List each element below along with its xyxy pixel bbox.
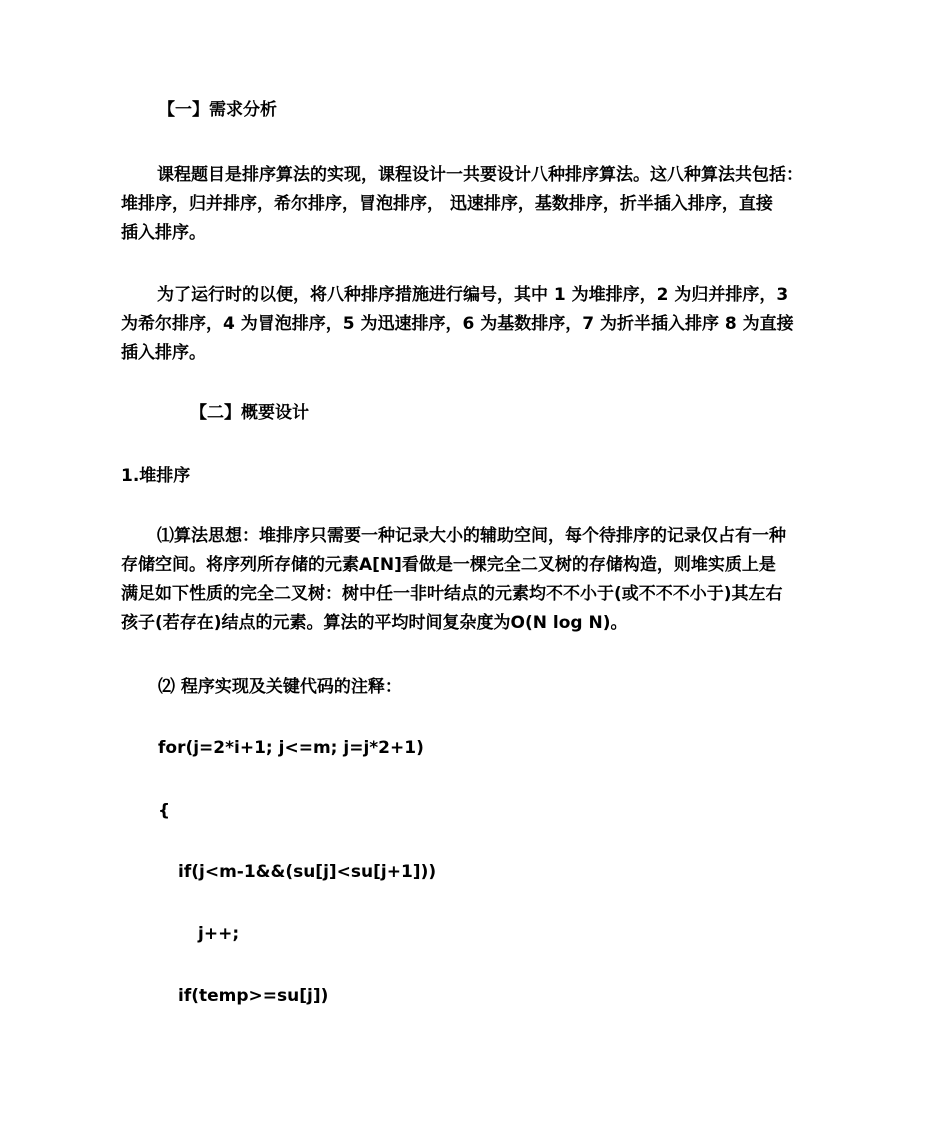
code-line: { <box>158 801 171 821</box>
text-line: 插入排序。 <box>121 223 206 243</box>
paragraph-course-intro <box>121 161 833 248</box>
paragraph-numbering <box>121 281 833 368</box>
text-line: 插入排序。 <box>121 343 206 363</box>
text-line: ⑴算法思想：堆排序只需要一种记录大小的辅助空间，每个待排序的记录仅占有一种 <box>157 526 786 546</box>
text-line: 为希尔排序，4 为冒泡排序，5 为迅速排序，6 为基数排序，7 为折半插入排序 8 为直接 <box>121 314 794 334</box>
text-line: 满足如下性质的完全二叉树：树中任一非叶结点的元素均不不小于(或不不不小于)其左右 <box>121 584 783 604</box>
text-line: 课程题目是排序算法的实现，课程设计一共要设计八种排序算法。这八种算法共包括： <box>157 165 803 185</box>
text-line: 为了运行时的以便，将八种排序措施进行编号，其中 1 为堆排序，2 为归并排序，3 <box>157 285 789 305</box>
text-line: 堆排序，归并排序，希尔排序，冒泡排序， 迅速排序，基数排序，折半插入排序，直接 <box>121 194 773 214</box>
paragraph-algorithm-idea <box>121 522 833 638</box>
text-line: 存储空间。将序列所存储的元素A[N]看做是一棵完全二叉树的存储构造，则堆实质上是 <box>121 555 776 575</box>
item-implementation-heading: ⑵ 程序实现及关键代码的注释： <box>158 677 402 697</box>
code-line: j++; <box>198 924 240 944</box>
code-line: if(j<m-1&&(su[j]<su[j+1])) <box>178 862 437 882</box>
code-line: if(temp>=su[j]) <box>178 986 329 1006</box>
subsection-heading-heapsort: 1.堆排序 <box>121 466 191 486</box>
section-heading-requirements: 【一】需求分析 <box>158 100 277 120</box>
section-heading-overview: 【二】概要设计 <box>190 403 309 423</box>
code-line: for(j=2*i+1; j<=m; j=j*2+1) <box>158 738 424 758</box>
text-line: 孩子(若存在)结点的元素。算法的平均时间复杂度为O(N log N)。 <box>121 613 628 633</box>
